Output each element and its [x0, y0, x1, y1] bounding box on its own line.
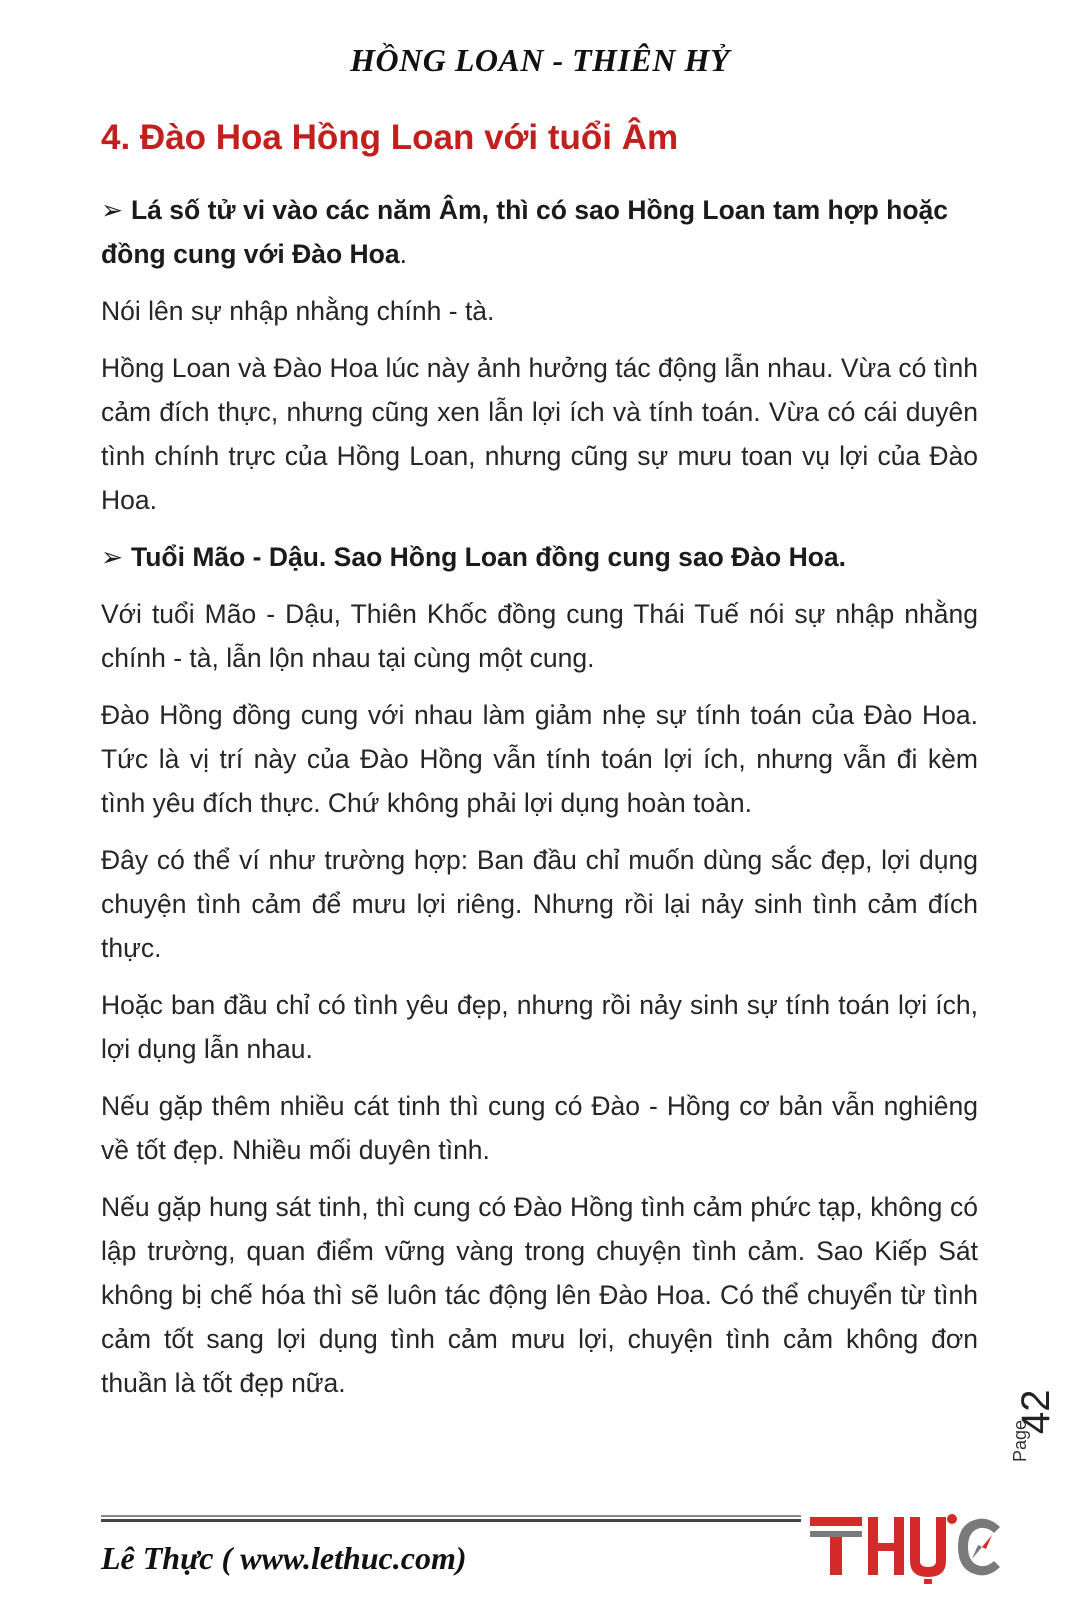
bullet-1-text: Lá số tử vi vào các năm Âm, thì có sao Hồng Loan tam hợp hoặc đồng cung với Đào Hoa [101, 195, 948, 269]
arrow-bullet-icon: ➢ [101, 195, 124, 225]
page-number-block [1010, 1389, 1058, 1500]
brand-logo [810, 1505, 1010, 1585]
paragraph-3: Với tuổi Mão - Dậu, Thiên Khốc đồng cung Thái Tuế nói sự nhập nhằng chính - tà, lẫn lộn nhau tại cùng một cung. [101, 599, 978, 673]
document-body [101, 188, 978, 1418]
page-number: 42 [1014, 1389, 1058, 1434]
running-header-title: HỒNG LOAN - THIÊN HỶ [350, 42, 730, 78]
bullet-1-suffix: . [399, 239, 407, 269]
paragraph-7: Nếu gặp thêm nhiều cát tinh thì cung có Đào - Hồng cơ bản vẫn nghiêng về tốt đẹp. Nhiều mối duyên tình. [101, 1091, 978, 1165]
paragraph-6: Hoặc ban đầu chỉ có tình yêu đẹp, nhưng rồi nảy sinh sự tính toán lợi ích, lợi dụng lẫn nhau. [101, 990, 978, 1064]
paragraph-8: Nếu gặp hung sát tinh, thì cung có Đào Hồng tình cảm phức tạp, không có lập trường, quan điểm vững vàng trong chuyện tình cảm. Sao Kiếp Sát không bị chế hóa thì sẽ luôn tác động lên Đào Hoa. Có thể chuyển từ tình cảm tốt sang lợi dụng tình cảm mưu lợi, chuyện tình cảm không đơn thuần là tốt đẹp nữa. [101, 1192, 978, 1398]
bullet-item-1 [101, 188, 978, 276]
footer-credit: Lê Thực ( www.lethuc.com) [101, 1540, 467, 1576]
paragraph-2: Hồng Loan và Đào Hoa lúc này ảnh hưởng tác động lẫn nhau. Vừa có tình cảm đích thực, nhưng cũng xen lẫn lợi ích và tính toán. Vừa có cái duyên tình chính trực của Hồng Loan, nhưng cũng sự mưu toan vụ lợi của Đào Hoa. [101, 353, 978, 515]
bullet-item-2 [101, 535, 978, 579]
page-label: Page [1010, 1419, 1030, 1462]
paragraph-1: Nói lên sự nhập nhằng chính - tà. [101, 296, 495, 326]
paragraph-5: Đây có thể ví như trường hợp: Ban đầu chỉ muốn dùng sắc đẹp, lợi dụng chuyện tình cảm để mưu lợi riêng. Nhưng rồi lại nảy sinh tình cảm đích thực. [101, 845, 978, 963]
footer-divider [101, 1515, 801, 1523]
bullet-2-text: Tuổi Mão - Dậu. Sao Hồng Loan đồng cung sao Đào Hoa. [131, 542, 846, 572]
arrow-bullet-icon: ➢ [101, 542, 124, 572]
paragraph-4: Đào Hồng đồng cung với nhau làm giảm nhẹ sự tính toán của Đào Hoa. Tức là vị trí này của Đào Hồng vẫn tính toán lợi ích, nhưng vẫn đi kèm tình yêu đích thực. Chứ không phải lợi dụng hoàn toàn. [101, 700, 978, 818]
section-heading: 4. Đào Hoa Hồng Loan với tuổi Âm [101, 118, 679, 157]
